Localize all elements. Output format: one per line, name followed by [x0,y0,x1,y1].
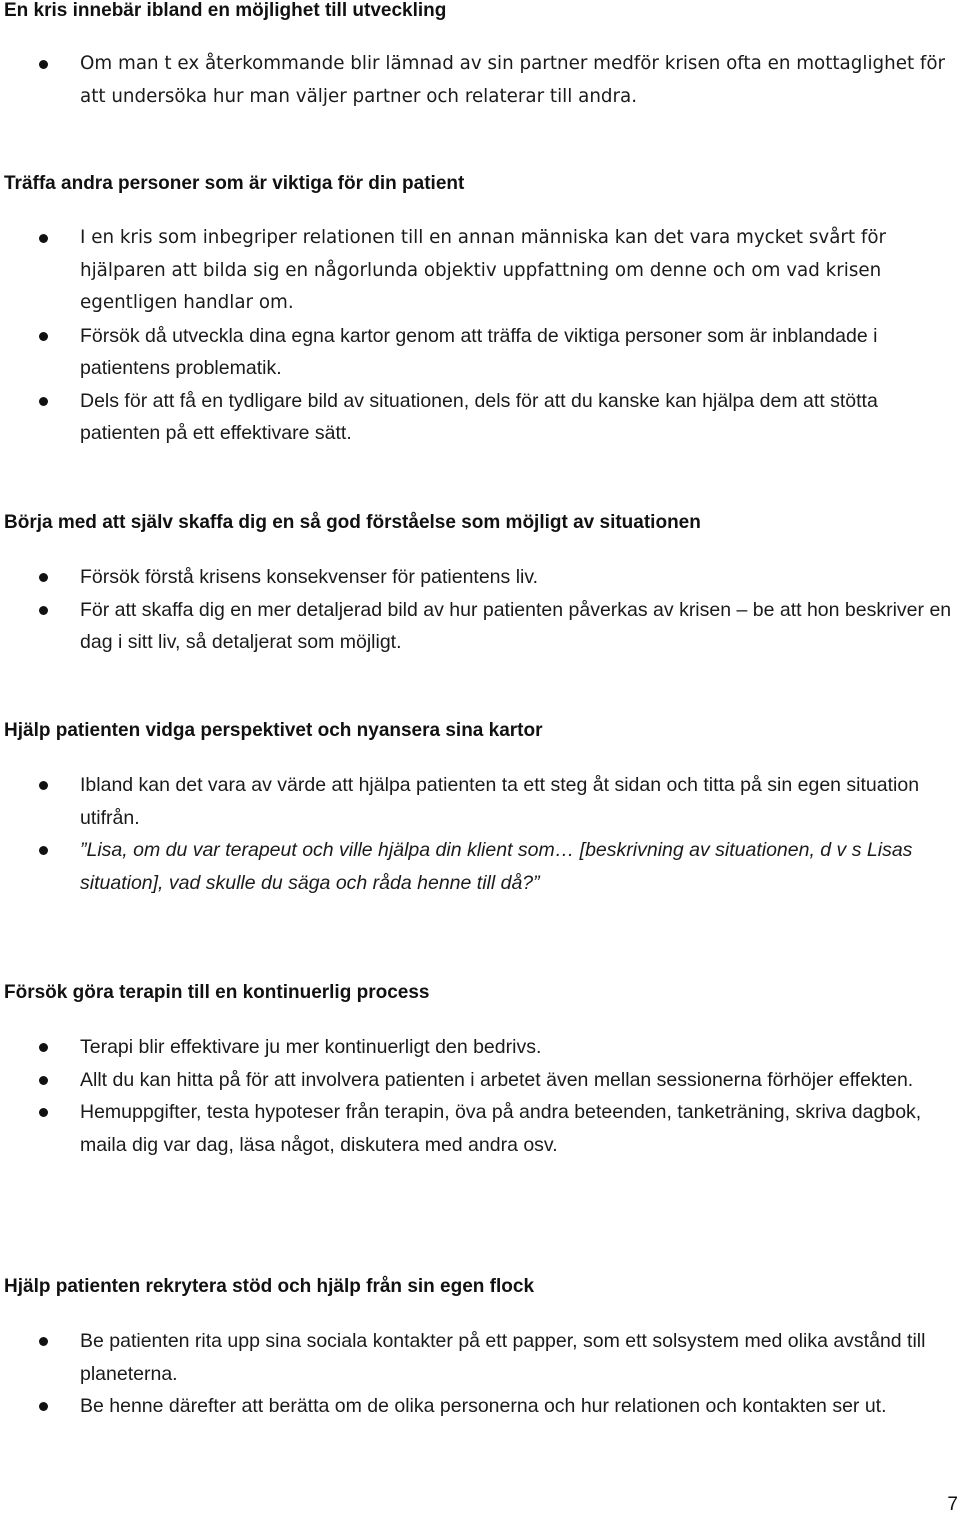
bullet-icon [39,332,48,341]
bullet-icon [39,846,48,855]
bullet-list [0,222,960,450]
list-item-text: I en kris som inbegriper relationen till en annan människa kan det vara mycket svårt för hjälparen att bilda sig en någorlunda objektiv uppfattning om denne och om vad krisen egentligen handlar om. [80,227,887,313]
bullet-icon [39,60,48,69]
bullet-list [0,48,960,113]
list-item-text: ”Lisa, om du var terapeut och ville hjälpa din klient som… [beskrivning av situationen, d v s Lisas situation], vad skulle du säga och råda henne till då?” [80,839,913,894]
list-item-text: Be henne därefter att berätta om de olika personerna och hur relationen och kontakten ser ut. [80,1395,887,1417]
section-heading: Hjälp patienten vidga perspektivet och nyansera sina kartor [4,720,543,741]
page-number: 7 [947,1494,958,1515]
bullet-icon [39,1108,48,1117]
list-item-text: Terapi blir effektivare ju mer kontinuerligt den bedrivs. [80,1036,542,1058]
list-item [0,320,960,385]
bullet-icon [39,1337,48,1346]
list-item [0,769,960,834]
list-item-text: Försök då utveckla dina egna kartor genom att träffa de viktiga personer som är inblandade i patientens problematik. [80,324,878,379]
bullet-icon [39,606,48,615]
list-item [0,1390,960,1423]
list-item [0,594,960,659]
list-item-text: Dels för att få en tydligare bild av situationen, dels för att du kanske kan hjälpa dem att stötta patienten på ett effektivare sätt. [80,389,878,444]
bullet-icon [39,781,48,790]
bullet-list [0,1031,960,1161]
list-item [0,222,960,320]
section-heading: En kris innebär ibland en möjlighet till utveckling [4,0,447,21]
bullet-icon [39,1076,48,1085]
list-item [0,1031,960,1064]
bullet-icon [39,397,48,406]
list-item-text: Allt du kan hitta på för att involvera patienten i arbetet även mellan sessionerna förhöjer effekten. [80,1068,914,1091]
list-item [0,385,960,450]
list-item [0,1096,960,1161]
section-heading: Hjälp patienten rekrytera stöd och hjälp från sin egen flock [4,1276,535,1297]
list-item [0,834,960,899]
bullet-icon [39,1402,48,1411]
list-item [0,1325,960,1390]
list-item-text: Hemuppgifter, testa hypoteser från terapin, öva på andra beteenden, tanketräning, skriva dagbok, maila dig var dag, läsa något, diskutera med andra osv. [80,1101,922,1156]
list-item-text: Be patienten rita upp sina sociala kontakter på ett papper, som ett solsystem med olika avstånd till planeterna. [80,1330,926,1385]
bullet-icon [39,573,48,582]
list-item [0,48,960,113]
list-item-text: För att skaffa dig en mer detaljerad bild av hur patienten påverkas av krisen – be att hon beskriver en dag i sitt liv, så detaljerat som möjligt. [80,598,952,653]
bullet-list [0,561,960,659]
section-heading: Börja med att själv skaffa dig en så god förståelse som möjligt av situationen [4,512,701,533]
bullet-list [0,769,960,899]
list-item [0,1064,960,1097]
bullet-list [0,1325,960,1423]
bullet-icon [39,1043,48,1052]
list-item-text: Försök förstå krisens konsekvenser för patientens liv. [80,566,539,588]
section-heading: Träffa andra personer som är viktiga för din patient [4,173,465,194]
section-heading: Försök göra terapin till en kontinuerlig process [4,982,430,1003]
list-item [0,561,960,594]
list-item-text: Ibland kan det vara av värde att hjälpa patienten ta ett steg åt sidan och titta på sin egen situation utifrån. [80,774,920,829]
bullet-icon [39,234,48,243]
list-item-text: Om man t ex återkommande blir lämnad av sin partner medför krisen ofta en mottaglighet för att undersöka hur man väljer partner och relaterar till andra. [80,53,946,107]
